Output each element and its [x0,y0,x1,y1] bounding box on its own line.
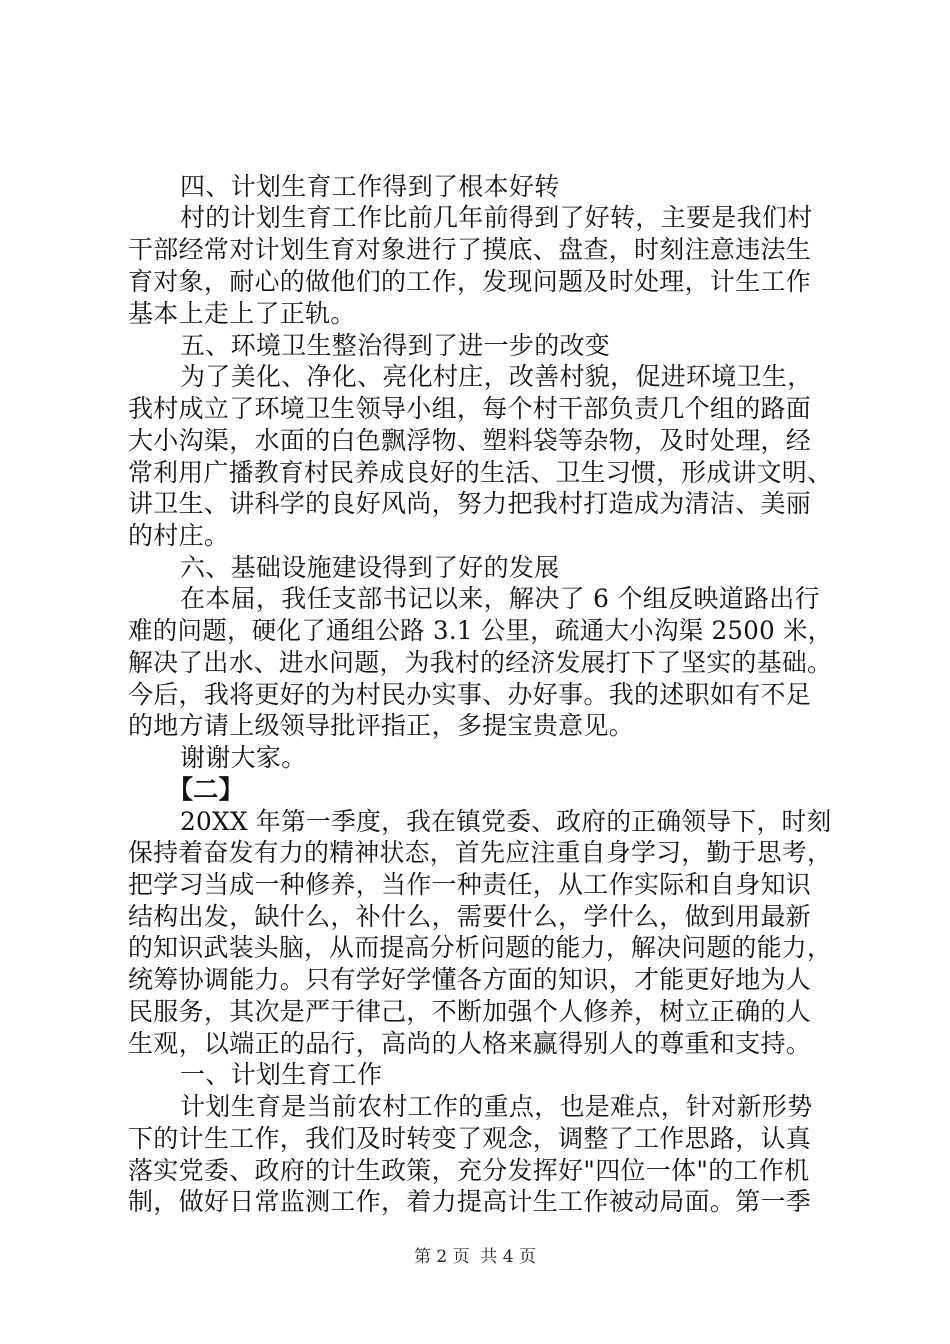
paragraph-line: 结构出发，缺什么，补什么，需要什么，学什么，做到用最新 [128,902,812,931]
section-heading: 四、计划生育工作得到了根本好转 [180,172,560,201]
paragraph-line: 大小沟渠，水面的白色飘浮物、塑料袋等杂物，及时处理，经 [128,426,812,455]
paragraph-line: 基本上走上了正轨。 [128,299,356,328]
paragraph-line: 干部经常对计划生育对象进行了摸底、盘查，时刻注意违法生 [128,235,812,264]
paragraph-line: 解决了出水、进水问题，为我村的经济发展打下了坚实的基础。 [128,648,833,677]
closing-line: 谢谢大家。 [180,743,307,772]
paragraph-line: 计划生育是当前农村工作的重点，也是难点，针对新形势 [180,1092,813,1121]
paragraph-line: 落实党委、政府的计生政策，充分发挥好"四位一体"的工作机 [128,1156,810,1185]
paragraph-line: 生观，以端正的品行，高尚的人格来赢得别人的尊重和支持。 [128,1029,812,1058]
paragraph-line: 民服务，其次是严于律己，不断加强个人修养，树立正确的人 [128,997,812,1026]
paragraph-line: 统筹协调能力。只有学好学懂各方面的知识，才能更好地为人 [128,965,812,994]
paragraph-line: 今后，我将更好的为村民办实事、办好事。我的述职如有不足 [128,680,812,709]
paragraph-line: 在本届，我任支部书记以来，解决了 6 个组反映道路出行 [180,584,820,613]
paragraph-line: 村的计划生育工作比前几年前得到了好转，主要是我们村 [180,203,813,232]
paragraph-line: 制，做好日常监测工作，着力提高计生工作被动局面。第一季 [128,1187,812,1216]
paragraph-line: 的村庄。 [128,521,230,550]
paragraph-line: 育对象，耐心的做他们的工作，发现问题及时处理，计生工作 [128,267,812,296]
paragraph-line: 讲卫生、讲科学的良好风尚，努力把我村打造成为清洁、美丽 [128,489,812,518]
section-heading: 一、计划生育工作 [180,1060,383,1089]
paragraph-line: 下的计生工作，我们及时转变了观念，调整了工作思路，认真 [128,1124,812,1153]
paragraph-line: 的知识武装头脑，从而提高分析问题的能力，解决问题的能力， [128,933,833,962]
paragraph-line: 20XX 年第一季度，我在镇党委、政府的正确领导下，时刻 [180,807,832,836]
paragraph-line: 的地方请上级领导批评指正，多提宝贵意见。 [128,711,635,740]
part-heading: 【二】 [168,775,244,804]
page-number-footer: 第 2 页 共 4 页 [413,1247,537,1267]
paragraph-line: 常利用广播教育村民养成良好的生活、卫生习惯，形成讲文明、 [128,458,833,487]
paragraph-line: 保持着奋发有力的精神状态，首先应注重自身学习，勤于思考， [128,838,833,867]
paragraph-line: 难的问题，硬化了通组公路 3.1 公里，疏通大小沟渠 2500 米， [128,616,833,645]
section-heading: 六、基础设施建设得到了好的发展 [180,553,560,582]
section-heading: 五、环境卫生整治得到了进一步的改变 [180,331,611,360]
paragraph-line: 我村成立了环境卫生领导小组，每个村干部负责几个组的路面 [128,394,812,423]
paragraph-line: 为了美化、净化、亮化村庄，改善村貌，促进环境卫生， [180,362,813,391]
paragraph-line: 把学习当成一种修养，当作一种责任，从工作实际和自身知识 [128,870,812,899]
